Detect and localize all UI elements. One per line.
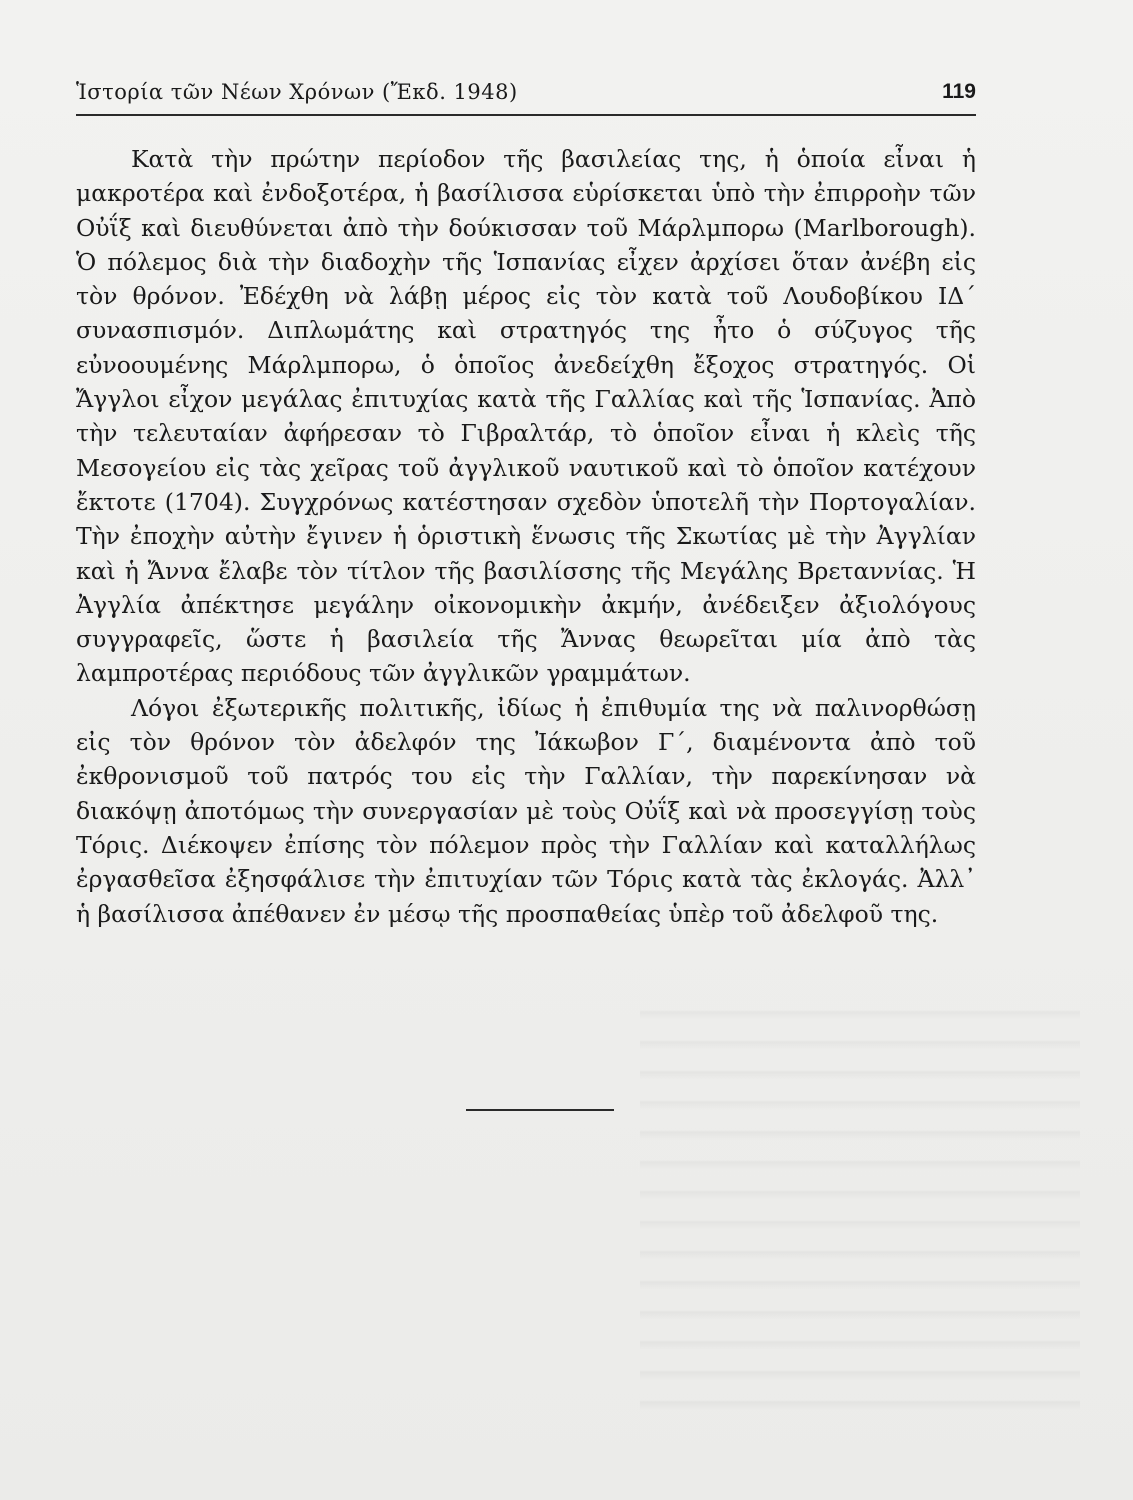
paragraph-2: Λόγοι ἐξωτερικῆς πολιτικῆς, ἰδίως ἡ ἐπιθυμία της νὰ παλινορθώσῃ εἰς τὸν θρόνον τὸν ἀδελφόν της Ἰάκωβον Γ΄, διαμένοντα ἀπὸ τοῦ ἐκθρονισμοῦ τοῦ πατρός του εἰς τὴν Γαλλίαν, τὴν παρεκίνησαν νὰ διακόψῃ ἀποτόμως τὴν συνεργασίαν μὲ τοὺς Οὐΐξ καὶ νὰ προσεγγίσῃ τοὺς Τόρις. Διέκοψεν ἐπίσης τὸν πόλεμον πρὸς τὴν Γαλλίαν καὶ καταλλήλως ἐργασθεῖσα ἐξησφάλισε τὴν ἐπιτυχίαν τῶν Τόρις κατὰ τὰς ἐκλογάς. Ἀλλ᾽ ἡ βασίλισσα ἀπέθανεν ἐν μέσῳ τῆς προσπαθείας ὑπὲρ τοῦ ἀδελφοῦ της. [76, 693, 976, 928]
body-text [76, 142, 976, 931]
running-title: Ἱστορία τῶν Νέων Χρόνων (Ἔκδ. 1948) [76, 80, 518, 104]
section-end-rule [466, 1109, 614, 1111]
show-through-texture [640, 990, 1080, 1410]
page-header [76, 80, 976, 110]
page-number: 119 [942, 80, 976, 103]
header-rule [76, 114, 976, 116]
paragraph-1: Κατὰ τὴν πρώτην περίοδον τῆς βασιλείας της, ἡ ὁποία εἶναι ἡ μακροτέρα καὶ ἐνδοξοτέρα, ἡ βασίλισσα εὑρίσκεται ὑπὸ τὴν ἐπιρροὴν τῶν Οὐΐξ καὶ διευθύνεται ἀπὸ τὴν δούκισσαν τοῦ Μάρλμπορω (Marlborough). Ὁ πόλεμος διὰ τὴν διαδοχὴν τῆς Ἱσπανίας εἶχεν ἀρχίσει ὅταν ἀνέβη εἰς τὸν θρόνον. Ἐδέχθη νὰ λάβῃ μέρος εἰς τὸν κατὰ τοῦ Λουδοβίκου ΙΔ΄ συνασπισμόν. Διπλωμάτης καὶ στρατηγός της ἦτο ὁ σύζυγος τῆς εὐνοουμένης Μάρλμπορω, ὁ ὁποῖος ἀνεδείχθη ἔξοχος στρατηγός. Οἱ Ἄγγλοι εἶχον μεγάλας ἐπιτυχίας κατὰ τῆς Γαλλίας καὶ τῆς Ἱσπανίας. Ἀπὸ τὴν τελευταίαν ἀφήρεσαν τὸ Γιβραλτάρ, τὸ ὁποῖον εἶναι ἡ κλεὶς τῆς Μεσογείου εἰς τὰς χεῖρας τοῦ ἀγγλικοῦ ναυτικοῦ καὶ τὸ ὁποῖον κατέχουν ἔκτοτε (1704). Συγχρόνως κατέστησαν σχεδὸν ὑποτελῆ τὴν Πορτογαλίαν. Τὴν ἐποχὴν αὐτὴν ἔγινεν ἡ ὁριστικὴ ἕνωσις τῆς Σκωτίας μὲ τὴν Ἀγγλίαν καὶ ἡ Ἄννα ἔλαβε τὸν τίτλον τῆς βασιλίσσης τῆς Μεγάλης Βρεταννίας. Ἡ Ἀγγλία ἀπέκτησε μεγάλην οἰκονομικὴν ἀκμήν, ἀνέδειξεν ἀξιολόγους συγγραφεῖς, ὥστε ἡ βασιλεία τῆς Ἄννας θεωρεῖται μία ἀπὸ τὰς λαμπροτέρας περιόδους τῶν ἀγγλικῶν γραμμάτων. [76, 145, 976, 688]
